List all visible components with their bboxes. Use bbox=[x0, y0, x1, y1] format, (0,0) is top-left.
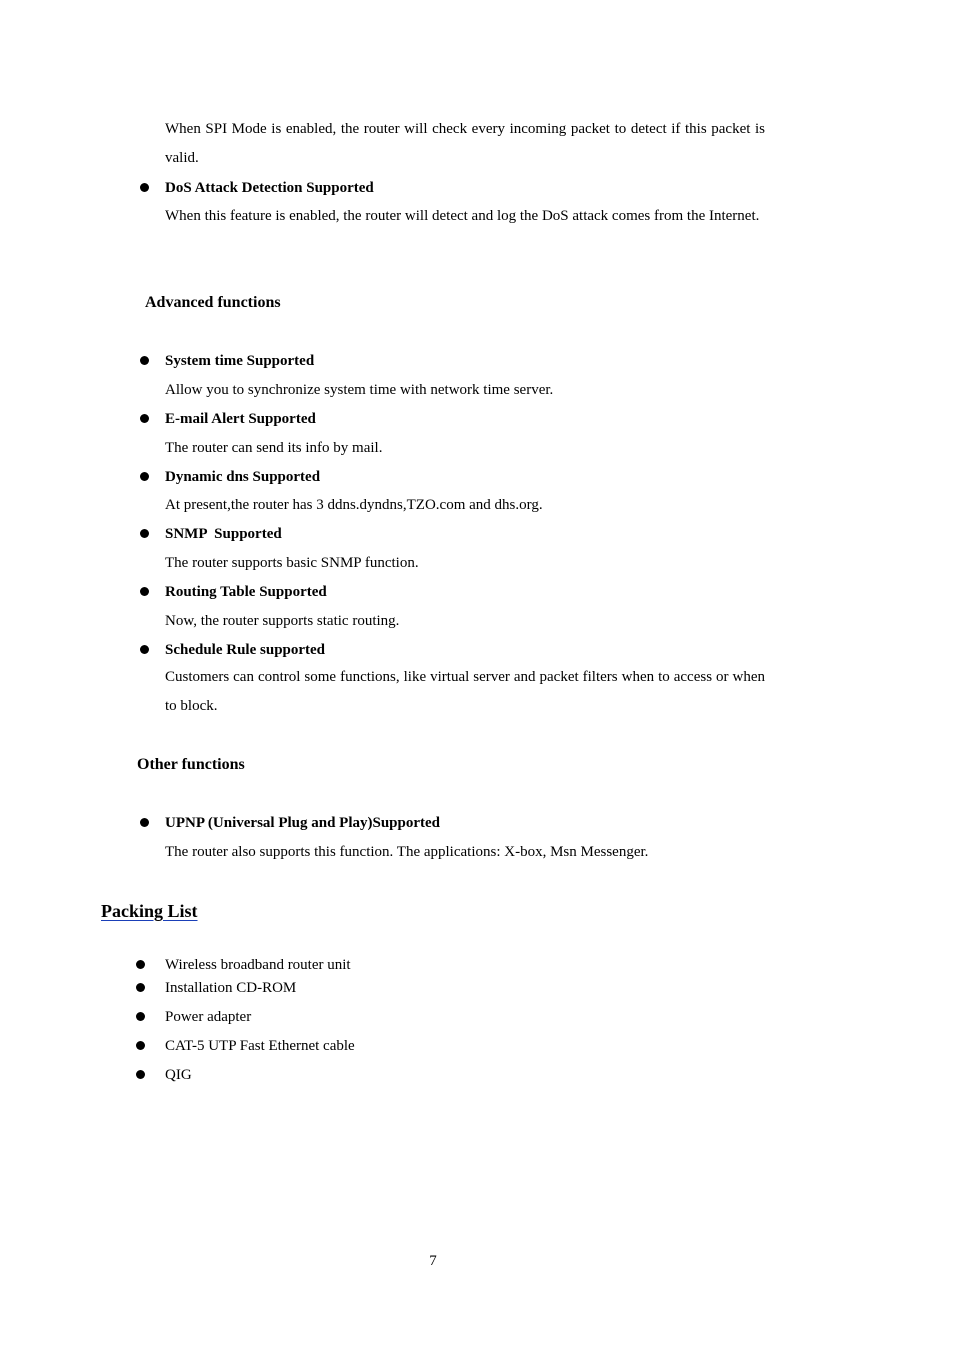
dynamic-dns-description: At present,the router has 3 ddns.dyndns,TZO.com and dhs.org. bbox=[165, 497, 543, 513]
page-number: 7 bbox=[429, 1253, 437, 1269]
system-time-description: Allow you to synchronize system time with network time server. bbox=[165, 382, 554, 398]
advanced-functions-heading: Advanced functions bbox=[145, 294, 281, 311]
upnp-description: The router also supports this function. The applications: X-box, Msn Messenger. bbox=[165, 844, 649, 860]
email-alert-title: E-mail Alert Supported bbox=[165, 411, 316, 427]
bullet-dot bbox=[136, 960, 145, 969]
bullet-dot bbox=[140, 183, 149, 192]
packing-item: Wireless broadband router unit bbox=[165, 957, 351, 973]
bullet-dot bbox=[136, 1041, 145, 1050]
spi-mode-description: When SPI Mode is enabled, the router will check every incoming packet to detect if this packet is valid. bbox=[165, 121, 765, 166]
email-alert-description: The router can send its info by mail. bbox=[165, 440, 383, 456]
schedule-rule-description: Customers can control some functions, like virtual server and packet filters when to access or when to block. bbox=[165, 669, 765, 714]
dos-detection-description: When this feature is enabled, the router will detect and log the DoS attack comes from the Internet. bbox=[165, 208, 760, 224]
snmp-title: SNMP Supported bbox=[165, 526, 282, 542]
bullet-dot bbox=[136, 1012, 145, 1021]
bullet-dot bbox=[136, 1070, 145, 1079]
bullet-dot bbox=[140, 645, 149, 654]
bullet-dot bbox=[140, 587, 149, 596]
bullet-dot bbox=[140, 472, 149, 481]
packing-list-heading: Packing List bbox=[101, 901, 198, 921]
packing-item: Installation CD-ROM bbox=[165, 980, 297, 996]
bullet-dot bbox=[136, 983, 145, 992]
routing-table-title: Routing Table Supported bbox=[165, 584, 327, 600]
bullet-dot bbox=[140, 414, 149, 423]
packing-item: QIG bbox=[165, 1067, 192, 1083]
bullet-dot bbox=[140, 818, 149, 827]
schedule-rule-title: Schedule Rule supported bbox=[165, 642, 326, 658]
snmp-description: The router supports basic SNMP function. bbox=[165, 555, 419, 571]
bullet-dot bbox=[140, 356, 149, 365]
packing-item: CAT-5 UTP Fast Ethernet cable bbox=[165, 1038, 355, 1054]
bullet-dot bbox=[140, 529, 149, 538]
system-time-title: System time Supported bbox=[165, 353, 315, 369]
packing-item: Power adapter bbox=[165, 1009, 252, 1025]
dos-detection-title: DoS Attack Detection Supported bbox=[165, 180, 374, 196]
dynamic-dns-title: Dynamic dns Supported bbox=[165, 469, 321, 485]
other-functions-heading: Other functions bbox=[137, 756, 245, 773]
routing-table-description: Now, the router supports static routing. bbox=[165, 613, 400, 629]
upnp-title: UPNP (Universal Plug and Play)Supported bbox=[165, 815, 441, 831]
